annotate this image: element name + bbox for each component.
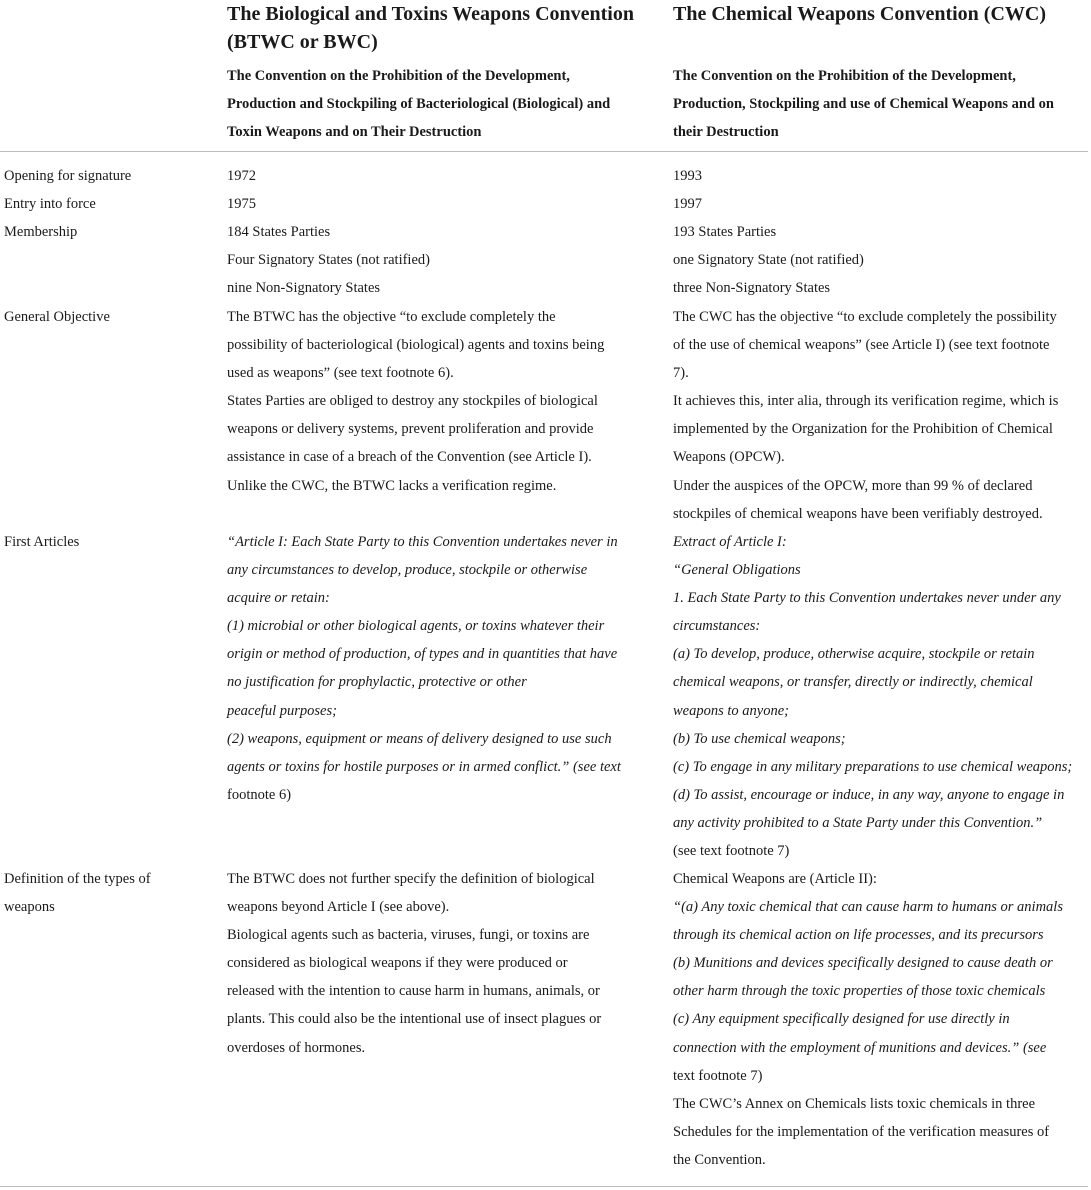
cwc-cell-line: through its chemical action on life processes, and its precursors [673,927,1044,944]
btwc-cell-line: The BTWC does not further specify the definition of biological [227,871,595,887]
row-label [4,218,204,246]
cwc-cell-line: weapons to anyone; [673,702,789,719]
btwc-cell-line: nine Non-Signatory States [227,280,381,297]
cwc-cell-line: 1997 [673,196,702,212]
row-label-line: Definition of the types of [4,871,151,887]
cwc-cell-line: of the use of chemical weapons” (see Article I) (see text footnote [673,337,1050,354]
cwc-cell-line: Extract of Article I: [673,534,787,550]
btwc-cell-line: origin or method of production, of types and in quantities that have [227,646,618,663]
btwc-cell-line: agents or toxins for hostile purposes or in armed conflict.” (see text [227,758,621,775]
btwc-cell-line: The BTWC has the objective “to exclude completely the [227,309,556,325]
cwc-cell-line: implemented by the Organization for the Prohibition of Chemical [673,421,1053,438]
btwc-cell-line: used as weapons” (see text footnote 6). [227,365,454,382]
btwc-cell [227,190,652,218]
btwc-cell [227,303,652,500]
row-label [4,528,204,556]
cwc-cell [673,528,1091,865]
cwc-cell-line: circumstances: [673,618,761,635]
cwc-cell-line: (c) Any equipment specifically designed for use directly in [673,1011,1010,1028]
btwc-cell-line: any circumstances to develop, produce, stockpile or otherwise [227,562,588,579]
btwc-cell-line: released with the intention to cause harm in humans, animals, or [227,983,600,1000]
btwc-cell-line: possibility of bacteriological (biological) agents and toxins being [227,337,605,354]
cwc-cell-line: stockpiles of chemical weapons have been verifiably destroyed. [673,505,1043,522]
btwc-title-line: The Biological and Toxins Weapons Convention [227,3,634,25]
btwc-subtitle-line: Toxin Weapons and on Their Destruction [227,124,482,140]
cwc-column-header [673,0,1088,146]
btwc-cell-line: considered as biological weapons if they were produced or [227,955,568,972]
cwc-cell-line: It achieves this, inter alia, through its verification regime, which is [673,393,1059,410]
row-label-line: General Objective [4,309,110,325]
cwc-cell-line: (a) To develop, produce, otherwise acquire, stockpile or retain [673,646,1035,663]
btwc-cell-line: 184 States Parties [227,224,331,240]
cwc-cell-line: connection with the employment of munitions and devices.” (see [673,1039,1047,1056]
btwc-subtitle [227,62,647,146]
row-label-line: First Articles [4,534,80,550]
btwc-cell-line: Biological agents such as bacteria, viruses, fungi, or toxins are [227,927,590,944]
btwc-cell-line: Four Signatory States (not ratified) [227,252,430,269]
row-label-line: weapons [4,899,55,916]
btwc-cell-line: no justification for prophylactic, protective or other [227,674,527,691]
btwc-cell-line: States Parties are obliged to destroy any stockpiles of biological [227,393,598,410]
cwc-cell-line: 193 States Parties [673,224,777,240]
cwc-cell-line: 1993 [673,168,702,184]
cwc-cell-line: 7). [673,365,689,382]
cwc-cell-line: any activity prohibited to a State Party under this Convention.” [673,814,1043,831]
btwc-cell-line: “Article I: Each State Party to this Convention undertakes never in [227,534,618,550]
btwc-cell-line: (1) microbial or other biological agents, or toxins whatever their [227,618,605,635]
cwc-subtitle-line: Production, Stockpiling and use of Chemical Weapons and on [673,96,1054,112]
btwc-cell-line: peaceful purposes; [227,702,337,719]
cwc-cell [673,190,1091,218]
cwc-cell-line: one Signatory State (not ratified) [673,252,864,269]
row-label-line: Entry into force [4,196,96,212]
btwc-cell-line: Unlike the CWC, the BTWC lacks a verification regime. [227,477,557,494]
btwc-cell-line: 1975 [227,196,256,212]
cwc-cell-line: 1. Each State Party to this Convention undertakes never under any [673,590,1061,607]
cwc-cell-line: Under the auspices of the OPCW, more than 99 % of declared [673,477,1033,494]
cwc-cell-line: Weapons (OPCW). [673,449,785,466]
cwc-cell-line: Schedules for the implementation of the verification measures of [673,1123,1050,1140]
cwc-cell-line: “General Obligations [673,562,801,579]
btwc-cell [227,218,652,302]
btwc-title [227,0,647,56]
table-bottom-rule [0,1186,1088,1187]
row-label [4,865,204,921]
cwc-cell-line: (c) To engage in any military preparations to use chemical weapons; [673,758,1073,775]
cwc-cell [673,865,1091,1174]
cwc-cell-line: the Convention. [673,1151,766,1168]
btwc-cell-line: footnote 6) [227,786,292,803]
cwc-title [673,0,1088,28]
cwc-cell-line: (see text footnote 7) [673,843,790,860]
cwc-subtitle-line: The Convention on the Prohibition of the Development, [673,68,1016,84]
cwc-cell-line: chemical weapons, or transfer, directly or indirectly, chemical [673,674,1033,691]
btwc-cell-line: weapons beyond Article I (see above). [227,899,450,916]
btwc-title-line: (BTWC or BWC) [227,31,378,53]
btwc-cell-line: overdoses of hormones. [227,1039,366,1056]
row-label-line: Membership [4,224,78,240]
btwc-cell-line: weapons or delivery systems, prevent proliferation and provide [227,421,594,438]
cwc-subtitle-line: their Destruction [673,124,779,140]
btwc-cell [227,865,652,1062]
cwc-subtitle [673,62,1088,146]
cwc-cell-line: The CWC has the objective “to exclude completely the possibility [673,309,1057,325]
cwc-cell-line: (b) To use chemical weapons; [673,730,846,747]
row-label [4,303,204,331]
row-label-line: Opening for signature [4,168,132,184]
btwc-cell-line: plants. This could also be the intentional use of insect plagues or [227,1011,602,1028]
btwc-cell-line: assistance in case of a breach of the Convention (see Article I). [227,449,592,466]
btwc-cell-line: (2) weapons, equipment or means of delivery designed to use such [227,730,612,747]
btwc-cell-line: 1972 [227,168,256,184]
cwc-cell-line: Chemical Weapons are (Article II): [673,871,877,887]
cwc-cell [673,218,1091,302]
cwc-cell-line: (b) Munitions and devices specifically designed to cause death or [673,955,1053,972]
cwc-cell [673,303,1091,528]
cwc-cell-line: other harm through the toxic properties of those toxic chemicals [673,983,1046,1000]
cwc-title-line: The Chemical Weapons Convention (CWC) [673,3,1046,25]
row-label [4,162,204,190]
cwc-cell-line: three Non-Signatory States [673,280,831,297]
cwc-cell [673,162,1091,190]
cwc-cell-line: (d) To assist, encourage or induce, in any way, anyone to engage in [673,786,1065,803]
row-label [4,190,204,218]
btwc-column-header [227,0,647,146]
cwc-cell-line: The CWC’s Annex on Chemicals lists toxic chemicals in three [673,1095,1036,1112]
btwc-subtitle-line: Production and Stockpiling of Bacteriological (Biological) and [227,96,611,112]
btwc-cell [227,528,652,809]
header-divider [0,151,1088,152]
cwc-cell-line: text footnote 7) [673,1067,763,1084]
btwc-cell [227,162,652,190]
btwc-subtitle-line: The Convention on the Prohibition of the Development, [227,68,570,84]
cwc-cell-line: “(a) Any toxic chemical that can cause harm to humans or animals [673,899,1063,916]
btwc-cell-line: acquire or retain: [227,590,330,607]
